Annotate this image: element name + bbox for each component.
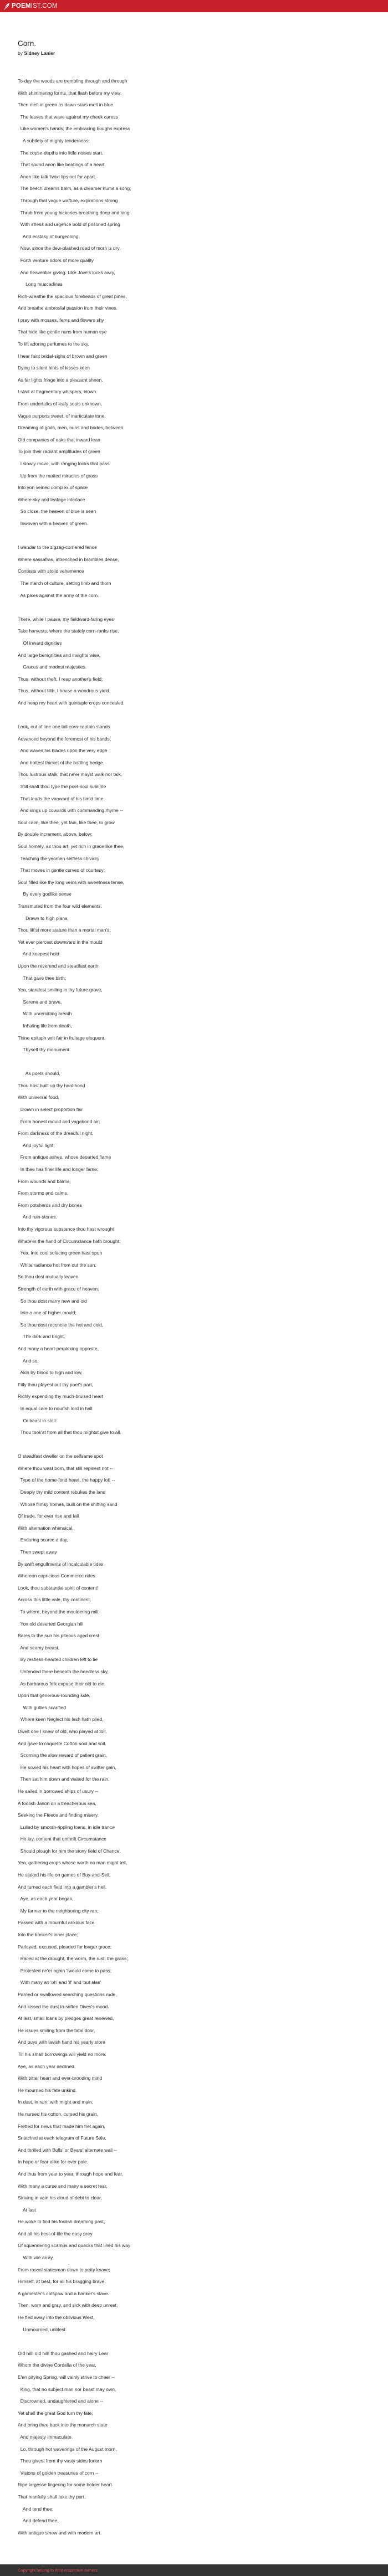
poem-line: Strength of earth with grace of heaven; xyxy=(18,1286,99,1292)
poem-title: Corn. xyxy=(18,39,37,48)
poem-line: He staked his life on games of Buy-and-Sell, xyxy=(18,1872,111,1878)
poem-line: With stress and urgence bold of prisoned spring xyxy=(18,222,120,228)
poem-line: He woke to find his foolish dreaming past, xyxy=(18,2219,105,2225)
poem-line: I slowly move, with ranging looks that pass xyxy=(18,461,110,466)
poem-line: With vile array, xyxy=(18,2255,54,2261)
stanza xyxy=(18,75,372,530)
stanza xyxy=(18,1451,372,2336)
poem-line: Where sassafras, intrenched in brambles dense, xyxy=(18,556,119,562)
poem-line: Yon old deserted Georgian hill xyxy=(18,1621,84,1627)
poem-line: Soul homely, as thou art, yet rich in grace like thee, xyxy=(18,844,125,849)
poem-line: So thou dost reconcile the hot and cold, xyxy=(18,1322,104,1328)
poem-line: In equal care to nourish lord in hall xyxy=(18,1405,93,1411)
poem-line: Thou givest from thy vasty sides forlorn xyxy=(18,2458,103,2464)
poem-line: To-day the woods are trembling through and through xyxy=(18,78,127,84)
poem-line: The leaves that wave against my cheek caress xyxy=(18,114,118,120)
poem-line: Yet ever piercest downward in the mould xyxy=(18,939,103,945)
poem-line: Advanced beyond the foremost of his bands, xyxy=(18,736,111,742)
poem-line: Striving in vain his cloud of debt to clear, xyxy=(18,2195,102,2201)
poem-line: Akin by blood to high and low, xyxy=(18,1370,83,1376)
poem-line: Old hill! old hill! thou gashed and hairy Lear xyxy=(18,2350,109,2356)
poem-line: Inwoven with a heaven of green. xyxy=(18,520,89,526)
poem-body xyxy=(18,75,372,2551)
poem-line: Scorning the slow reward of patient grain, xyxy=(18,1752,108,1759)
poem-line: Like women's hands; the embracing boughs express xyxy=(18,126,130,132)
poem-line: Discrowned, undaughtered and alone -- xyxy=(18,2398,104,2404)
poem-line: He fled away into the oblivious West, xyxy=(18,2315,95,2321)
poem-line: Graces and modest majesties. xyxy=(18,664,87,670)
poem-line: From antique ashes, whose departed flame xyxy=(18,1154,111,1160)
poem-line: Transmuted from the four wild elements. xyxy=(18,903,102,909)
stanza xyxy=(18,2348,372,2539)
poem-line: Thus, without theft, I reap another's field; xyxy=(18,676,103,682)
poem-line: Into thy vigorous substance thou hast wrought xyxy=(18,1226,114,1232)
poem-line: Rich-wreathe the spacious foreheads of great pines, xyxy=(18,293,127,299)
poem-line: And tend thee, xyxy=(18,2506,54,2512)
poem-line: And so, xyxy=(18,1358,39,1364)
poem-line: As far lights fringe into a pleasant sheen. xyxy=(18,377,103,383)
poem-line: And bring thee back into thy monarch state xyxy=(18,2422,108,2428)
poem-line: Where keen Neglect his lash hath plied, xyxy=(18,1716,104,1723)
site-logo[interactable] xyxy=(4,0,58,12)
poem-line: By every godlike sense xyxy=(18,891,72,897)
poem-line: Parleyed, excused, pleaded for longer grace; xyxy=(18,1943,112,1950)
poem-line: Up from the matted miracles of grass xyxy=(18,472,98,479)
poem-line: Of squandering scamps and quacks that lined his way xyxy=(18,2243,131,2249)
logo-text-bold: POEM xyxy=(12,3,31,9)
poem-line: Into a one of higher mould; xyxy=(18,1310,76,1316)
poem-line: White radiance hot from out the sun. xyxy=(18,1262,96,1268)
poem-line: And defend thee, xyxy=(18,2518,59,2524)
poem-line: Look, thou substantial spirit of content! xyxy=(18,1585,99,1591)
poem-line: Thus, without tilth, I house a wondrous yield, xyxy=(18,688,111,694)
poem-line: That manfully shall take thy part, xyxy=(18,2493,86,2500)
site-header xyxy=(0,0,388,12)
copyright-text: Copyright belong to their respective owners. xyxy=(18,2568,99,2573)
poem-line: That hide like gentle nuns from human eye xyxy=(18,329,107,335)
poem-line: The march of culture, setting limb and thorn xyxy=(18,580,111,586)
poem-line: Then sat him down and waited for the rain. xyxy=(18,1776,110,1782)
poem-line: A foolish Jason on a treacherous sea, xyxy=(18,1800,96,1806)
poem-line: With bitter heart and ever-brooding mind xyxy=(18,2075,103,2081)
poem-line: Snatched at each telegram of Future Sale, xyxy=(18,2135,106,2141)
poem-line: Anon like talk 'twixt lips not far apart. xyxy=(18,173,96,179)
poem-line: At last xyxy=(18,2207,36,2213)
poem-line: He sailed in borrowed ships of usury -- xyxy=(18,1788,99,1794)
poem-line: Aye, as each year began, xyxy=(18,1896,74,1902)
poem-line: Thou hast built up thy hardihood xyxy=(18,1082,85,1088)
poem-line: And joyful light; xyxy=(18,1142,55,1148)
stanza xyxy=(18,542,372,601)
poem-line: Still shalt thou type the poet-soul sublime xyxy=(18,784,106,790)
poem-line: Of trade, for ever rise and fall xyxy=(18,1513,79,1519)
poem-line: I wander to the zigzag-cornered fence xyxy=(18,544,97,551)
poem-line: A subtlety of mighty tenderness; xyxy=(18,137,90,143)
poem-line: He nursed his cotton, cursed his grain, xyxy=(18,2111,99,2117)
poem-line: And turned each field into a gambler's hell. xyxy=(18,1884,107,1890)
poem-line: The copse-depths into little noises start, xyxy=(18,150,104,156)
poem-line: Passed with a mournful anxious face xyxy=(18,1920,95,1926)
poem-line: Type of the home-fond heart, the happy lot! -- xyxy=(18,1477,115,1483)
poem-line: In dust, in rain, with might and main, xyxy=(18,2099,94,2105)
poem-line: Contests with stolid vehemence xyxy=(18,568,84,574)
poem-line: I pray with mosses, ferns and flowers shy xyxy=(18,317,104,323)
author-link[interactable]: Sidney Lanier xyxy=(24,50,55,56)
stanza xyxy=(18,721,372,1056)
by-label: by xyxy=(18,50,23,56)
poem-line: And waves his blades upon the very edge xyxy=(18,748,108,754)
poem-line: I hear faint bridal-sighs of brown and green xyxy=(18,353,108,359)
poem-line: Teaching the yeomen selfless chivalry xyxy=(18,855,100,861)
poem-line: With universal food, xyxy=(18,1094,59,1101)
poem-line: Or beast in stall: xyxy=(18,1417,57,1423)
poem-line: I start at fragmentary whispers, blown xyxy=(18,389,96,395)
poem-line: There, while I pause, my fieldward-faring eyes xyxy=(18,616,114,622)
poem-line: He mourned his fate unkind. xyxy=(18,2087,77,2093)
byline xyxy=(18,50,55,56)
poem-line: And heap my heart with quintuple crops concealed. xyxy=(18,700,125,706)
poem-line: Where sky and leafage interlace xyxy=(18,496,85,502)
poem-line: So thou dost marry new and old xyxy=(18,1298,87,1304)
poem-line: With antique sinew and with modern art. xyxy=(18,2529,102,2536)
poem-line: Throb from young hickories breathing deep and long xyxy=(18,209,130,215)
poem-line: With gullies scarified xyxy=(18,1704,66,1710)
poem-line: As pikes against the army of the corn. xyxy=(18,592,99,598)
poem-line: And breathe ambrosial passion from their vines. xyxy=(18,305,118,311)
poem-line: King, that no subject man nor beast may own, xyxy=(18,2386,116,2392)
poem-line: And thus from year to year, through hope and fear, xyxy=(18,2171,123,2177)
poem-line: So close, the heaven of blue is seen xyxy=(18,508,96,515)
poem-line: Thou took'st from all that thou mightst give to all. xyxy=(18,1430,121,1436)
poem-line: That gave thee birth; xyxy=(18,975,67,981)
poem-line: Soul calm, like thee, yet fain, like thee, to grow xyxy=(18,819,115,825)
poem-line: Then melt in green as dawn-stars melt in blue. xyxy=(18,102,115,108)
poem-line: A gamester's catspaw and a banker's slave. xyxy=(18,2290,109,2296)
poem-line: At last, small loans by pledges great renewed, xyxy=(18,2015,114,2022)
poem-line: From wounds and balms, xyxy=(18,1178,71,1184)
poem-line: And many a heart-perplexing opposite, xyxy=(18,1345,99,1351)
poem-line: Deeply thy mild content rebukes the land xyxy=(18,1489,106,1495)
poem-line: Till his small borrowings will yield no more. xyxy=(18,2051,106,2057)
poem-line: O steadfast dweller on the selfsame spot xyxy=(18,1453,103,1459)
poem-line: From undertalks of leafy souls unknown, xyxy=(18,401,103,407)
poem-line: Lo, through hot waverings of the August morn, xyxy=(18,2446,117,2452)
poem-line: And gave to coquette Cotton soul and soil. xyxy=(18,1740,106,1746)
poem-line: As barbarous folk expose their old to die. xyxy=(18,1680,106,1687)
poem-line: To where, beyond the mouldering mill, xyxy=(18,1609,100,1615)
poem-line: With shimmering forms, that flash before my view, xyxy=(18,90,122,96)
poem-line: With unremitting breath xyxy=(18,1011,72,1017)
poem-line: Thou lift'st more stature than a mortal man's, xyxy=(18,927,111,933)
poem-line: Aye, as each year declined, xyxy=(18,2063,76,2069)
poem-line: From storms and calms, xyxy=(18,1190,69,1196)
poem-line: Inhaling life from death, xyxy=(18,1022,72,1029)
poem-line: Into yon veined complex of space xyxy=(18,485,88,491)
poem-line: He sowed his heart with hopes of swifter gain, xyxy=(18,1764,116,1770)
poem-line: Parried or swallowed searching questions rude, xyxy=(18,1992,117,1997)
poem-line: Dwelt one I knew of old, who played at toil, xyxy=(18,1728,107,1734)
poem-line: In hope or fear alike for ever pale. xyxy=(18,2159,89,2165)
poem-line: Yet shall the great God turn thy fate, xyxy=(18,2410,93,2416)
poem-line: By swift engulfments of incalculable tides xyxy=(18,1561,104,1567)
poem-line: Serene and brave, xyxy=(18,999,62,1005)
logo-text xyxy=(12,0,58,12)
poem-line: With many a curse and many a secret tear, xyxy=(18,2183,108,2189)
quill-icon xyxy=(4,2,10,10)
poem-line: Upon that generous-rounding side, xyxy=(18,1693,90,1699)
poem-line: Enduring scarce a day, xyxy=(18,1537,69,1543)
poem-line: And kissed the dust to soften Dives's mood. xyxy=(18,2003,109,2009)
poem-line: He lay, content that unthrift Circumstance xyxy=(18,1836,106,1842)
poem-line: And sings up cowards with commanding rhyme -- xyxy=(18,808,123,814)
site-footer xyxy=(0,2564,388,2576)
poem-line: Whate'er the hand of Circumstance hath brought; xyxy=(18,1238,121,1244)
poem-line: Drawn in select proportion fair xyxy=(18,1107,83,1113)
poem-line: Should plough for him the stony field of Chance. xyxy=(18,1848,121,1854)
poem-line: E'en pitying Spring, will vainly strive to cheer -- xyxy=(18,2374,115,2380)
poem-line: With many an 'oh' and 'if' and 'but alas' xyxy=(18,1979,101,1986)
poem-line: And ecstasy of burgeoning. xyxy=(18,233,80,239)
poem-line: In thee has finer life and longer fame; xyxy=(18,1166,99,1173)
poem-line: Protested ne'er again 'twould come to pass; xyxy=(18,1967,112,1973)
poem-line: As poets should, xyxy=(18,1071,60,1077)
poem-line: And majesty immaculate. xyxy=(18,2434,73,2440)
poem-line: By restless-hearted children left to lie xyxy=(18,1657,98,1663)
poem-line: Fretted for news that made him fret again, xyxy=(18,2123,105,2129)
poem-line: Yea, standest smiling in thy future grave, xyxy=(18,987,103,993)
poem-line: To join their radiant amplitudes of green xyxy=(18,449,100,455)
poem-line: Then swept away xyxy=(18,1549,57,1555)
poem-line: And all his best-of-life the easy prey xyxy=(18,2230,93,2236)
poem-line: With alternation whimsical, xyxy=(18,1525,74,1531)
poem-line: Bares to the sun his piteous aged crest xyxy=(18,1633,99,1639)
poem-line: Yea, into cool solacing green hast spun xyxy=(18,1250,103,1256)
poem-line: And hottest thicket of the battling hedge. xyxy=(18,759,104,765)
poem-line: Soul filled like thy long veins with sweetness tense, xyxy=(18,879,124,885)
poem-line: And large benignities and insights wise, xyxy=(18,652,100,658)
stanza xyxy=(18,1068,372,1438)
poem-line: Himself, at best, for all his bragging brave, xyxy=(18,2279,106,2285)
poem-line: That moves in gentle curves of courtesy; xyxy=(18,867,105,873)
poem-line: Dreaming of gods, men, nuns and brides, between xyxy=(18,425,124,431)
logo-text-light: IST.COM xyxy=(30,3,58,9)
poem-line: From rascal statesman down to petty knave; xyxy=(18,2266,110,2272)
poem-line: Dying to silent hints of kisses keen xyxy=(18,365,90,371)
poem-line: So thou dost mutually leaven xyxy=(18,1274,79,1280)
poem-line: Thyself thy monument. xyxy=(18,1047,71,1053)
poem-line: Lulled by smooth-rippling loans, in idle trance xyxy=(18,1824,115,1830)
poem-line: Richly expending thy much-bruised heart xyxy=(18,1394,104,1400)
poem-line: Ripe largesse lingering for some bolder heart xyxy=(18,2482,112,2488)
poem-line: From darkness of the dreadful night, xyxy=(18,1130,94,1137)
poem-line: Through that vague wafture, expirations strong xyxy=(18,197,118,203)
poem-line: Untended there beneath the heedless sky, xyxy=(18,1668,109,1674)
poem-line: Now, since the dew-plashed road of morn is dry, xyxy=(18,245,121,251)
poem-line: And seamy breast, xyxy=(18,1644,60,1651)
poem-line: And heavenlier giving. Like Jove's locks awry, xyxy=(18,269,115,275)
poem-line: My farmer to the neighboring city ran; xyxy=(18,1907,99,1914)
poem-line: Forth venture odors of more quality xyxy=(18,257,94,263)
poem-line: Thou lustrous stalk, that ne'er mayst walk nor talk, xyxy=(18,772,122,778)
poem-line: That sound anon like beatings of a heart, xyxy=(18,162,106,168)
poem-line: Upon the reverend and steadfast earth xyxy=(18,963,99,969)
poem-line: Drawn to high plans, xyxy=(18,915,69,921)
poem-line: Railed at the drought, the worm, the rust, the grass; xyxy=(18,1956,128,1962)
poem-line: By double increment, above, below; xyxy=(18,831,93,837)
poem-line: Across this little vale, thy continent, xyxy=(18,1597,91,1603)
poem-line: That leads the vanward of his timid time xyxy=(18,795,104,801)
poem-line: Visions of golden treasuries of corn -- xyxy=(18,2470,99,2476)
poem-line: To lift adoring perfumes to the sky. xyxy=(18,341,89,347)
poem-line: From potsherds and dry bones xyxy=(18,1202,82,1208)
poem-line: The beech dreams balm, as a dreamer hums a song; xyxy=(18,186,131,192)
poem-line: Look, out of line one tall corn-captain stands xyxy=(18,724,110,730)
poem-line: Whose flimsy homes, built on the shifting sand xyxy=(18,1501,118,1507)
poem-line: And keepest hold xyxy=(18,951,59,957)
poem-line: Unmourned, unblest. xyxy=(18,2326,67,2332)
poem-line: Vague purports sweet, of inarticulate tone. xyxy=(18,413,106,419)
poem-line: And buys with lavish hand his yearly store xyxy=(18,2039,105,2045)
poem-line: Yea, gathering crops whose worth no man might tell, xyxy=(18,1860,127,1866)
poem-line: From honest mould and vagabond air; xyxy=(18,1118,100,1124)
poem-line: He issues smiling from the fatal door, xyxy=(18,2027,95,2033)
poem-line: Where thou wast born, that still repinest not -- xyxy=(18,1465,113,1471)
poem-line: Fitly thou playest out thy poet's part, xyxy=(18,1381,93,1387)
poem-line: The dark and bright, xyxy=(18,1334,65,1340)
poem-line: Then, worn and gray, and sick with deep unrest, xyxy=(18,2302,118,2308)
poem-line: Take harvests, where the stately corn-ranks rise, xyxy=(18,628,119,634)
poem-line: Seeking the Fleece and finding misery. xyxy=(18,1812,99,1818)
stanza xyxy=(18,614,372,709)
poem-line: And ruin-stones. xyxy=(18,1214,57,1220)
poem-line: Into the banker's inner place; xyxy=(18,1932,78,1938)
poem-line: Whereon capricious Commerce rides. xyxy=(18,1573,97,1579)
poem-line: Long muscadines xyxy=(18,281,63,287)
poem-line: And thrilled with Bulls' or Bears' alternate wail -- xyxy=(18,2147,117,2153)
poem-line: Thine epitaph writ fair in fruitage eloquent, xyxy=(18,1035,106,1041)
poem-line: Whom the divine Cordelia of the year, xyxy=(18,2362,96,2368)
poem-line: Of inward dignities xyxy=(18,640,62,646)
poem-line: Old companies of oaks that inward lean xyxy=(18,436,100,443)
